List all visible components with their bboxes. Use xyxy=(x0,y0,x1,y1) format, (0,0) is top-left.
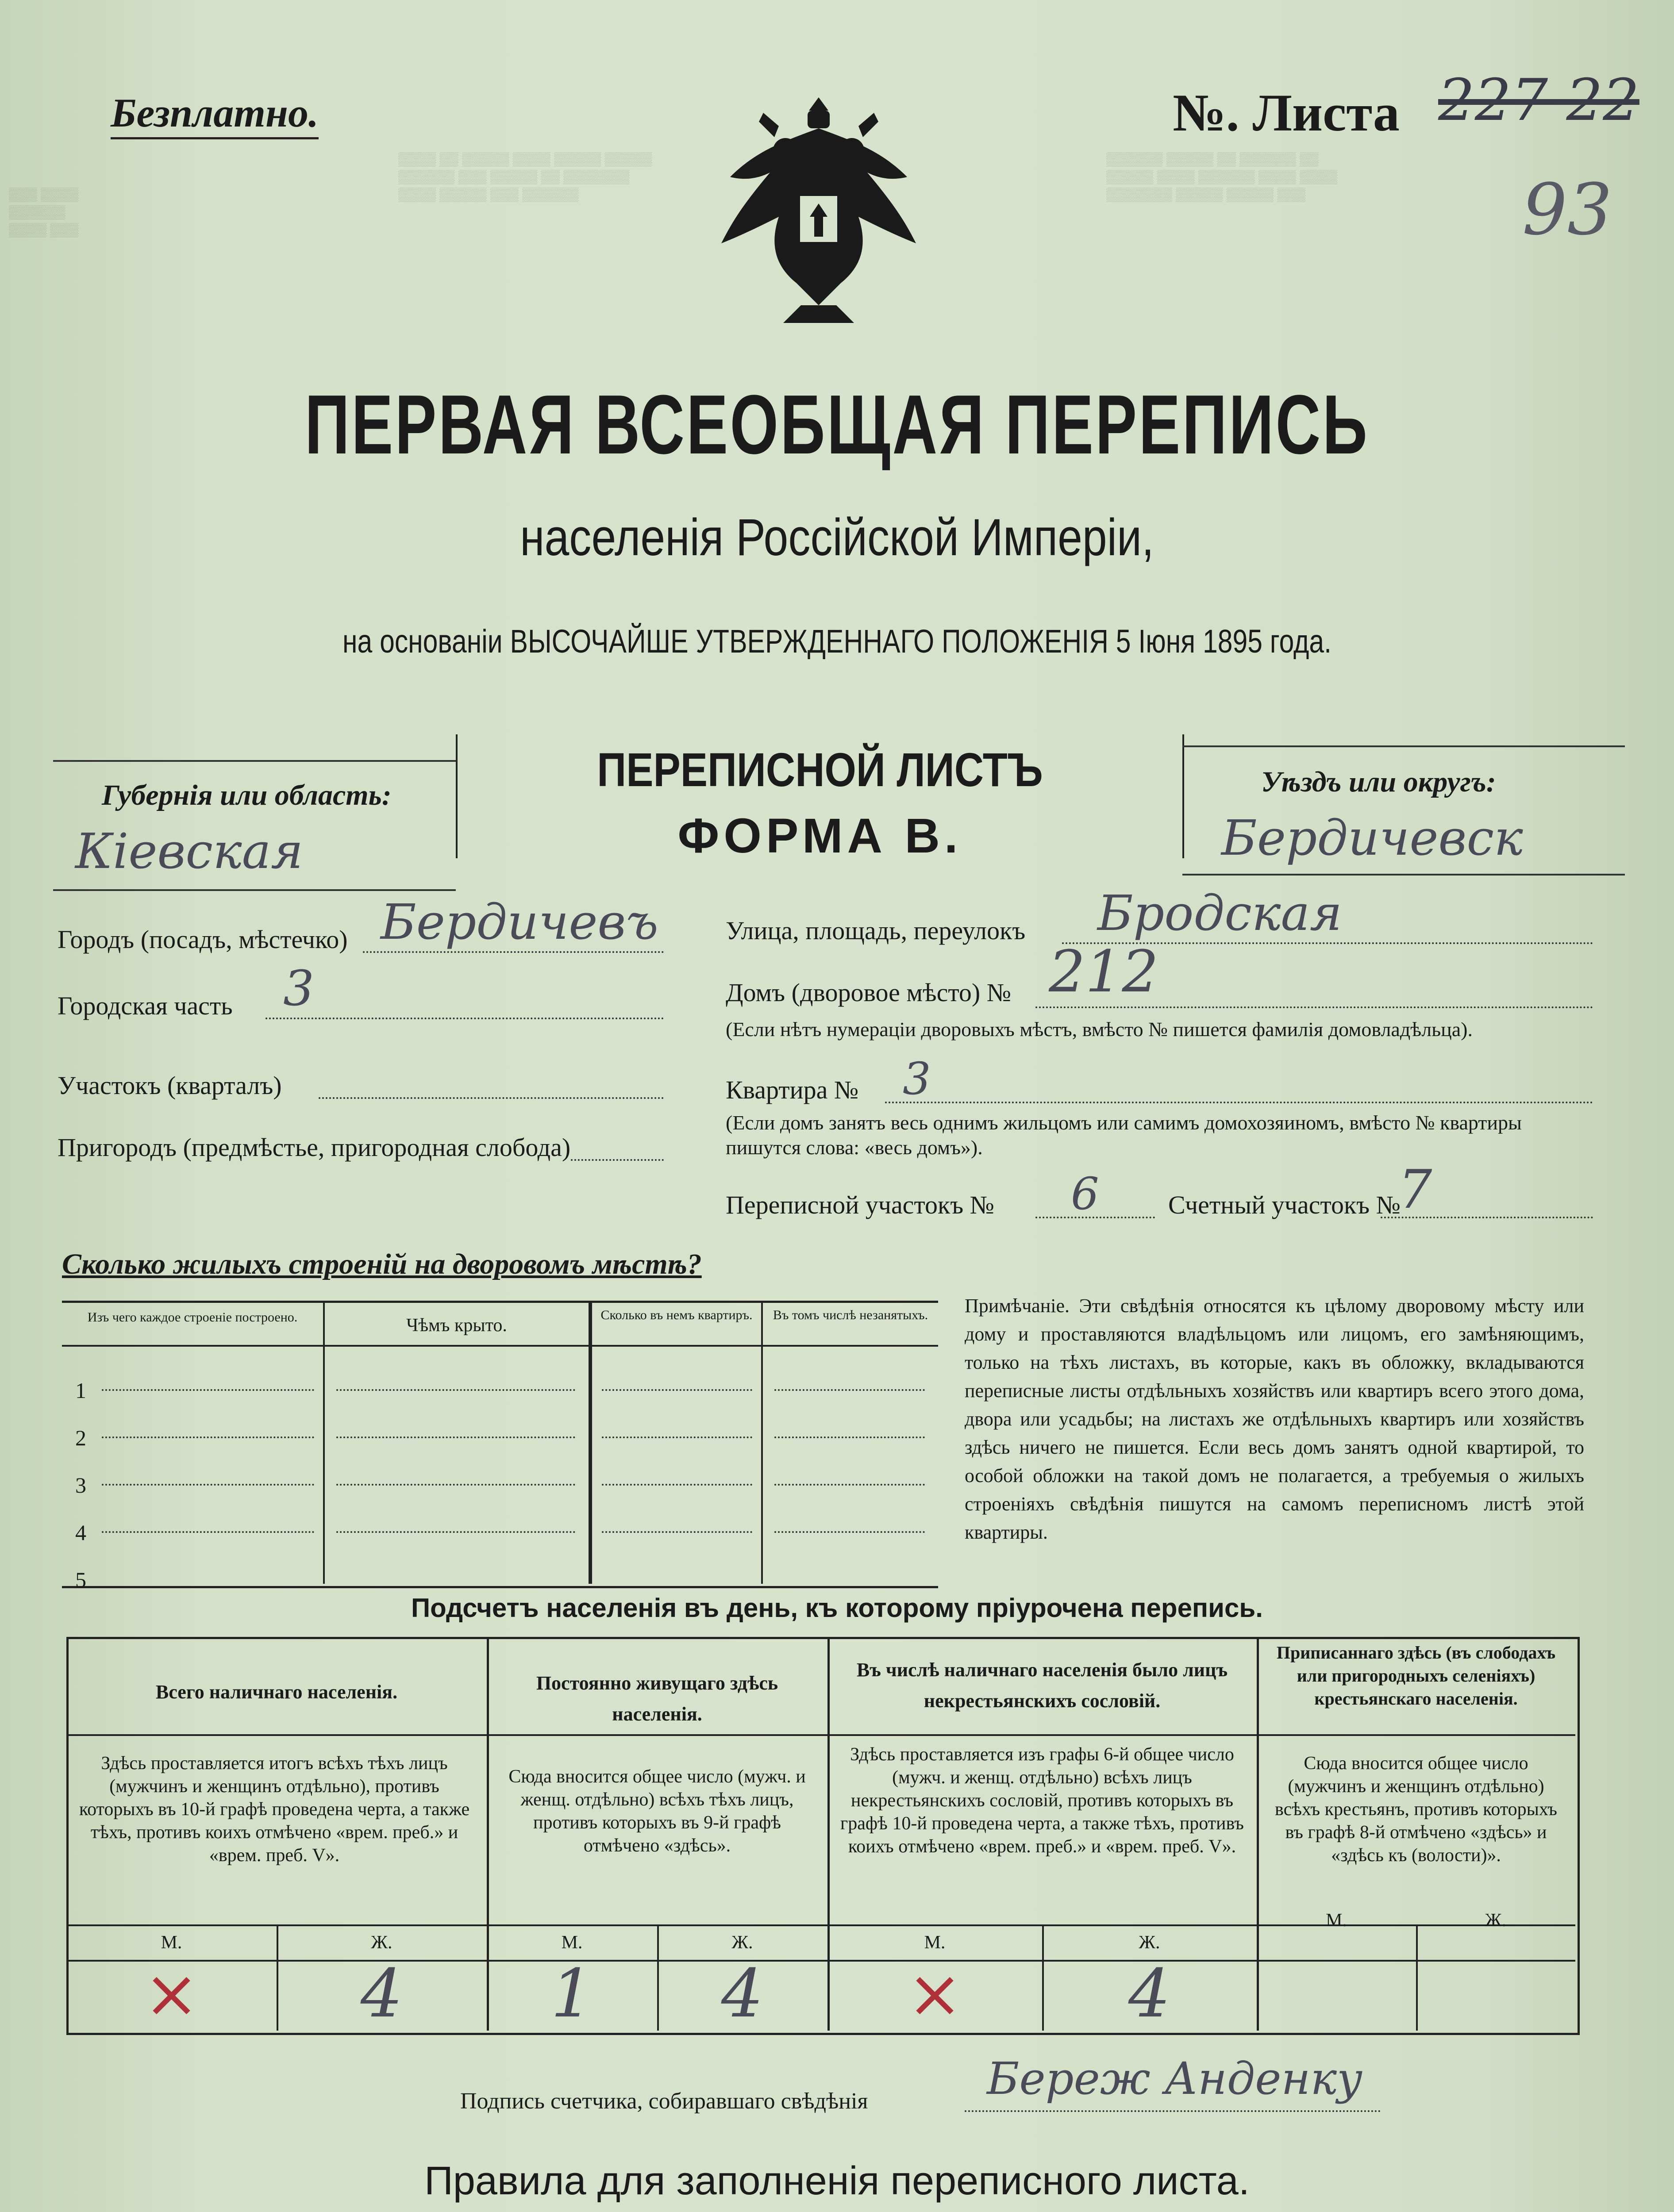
tally-col1-head: Всего наличнаго населенія. xyxy=(155,1681,398,1703)
tally-col3-text: Здѣсь проставляется изъ графы 6-й общее число (мужч. и женщ. отдѣльно) всѣхъ лицъ некрестьянскихъ сословій, противъ которыхъ въ графѣ 10-й проведена черта, а также тѣхъ, противъ коихъ отмѣчено «врем. преб.» и «врем. преб. V». xyxy=(840,1744,1244,1857)
bleed-through-left: ▒▒▒ ▒▒▒▒ ▒▒▒▒▒▒ ▒▒▒▒ ▒▒▒ xyxy=(9,187,79,237)
buildings-title: Сколько жилыхъ строеній на дворовомъ мѣстѣ? xyxy=(62,1248,702,1280)
tally-col1-m-label: М. xyxy=(161,1932,182,1953)
buildings-col-apartments: Сколько въ немъ квартиръ. xyxy=(600,1308,753,1322)
double-headed-eagle-emblem-icon xyxy=(695,84,943,332)
tally-col1-text: Здѣсь проставляется итогъ всѣхъ тѣхъ лицъ (мужчинъ и женщинъ отдѣльно), противъ которыхъ въ 10-й графѣ проведена черта, а также тѣхъ, противъ коихъ отмѣчено «врем. преб.» и «врем. преб. V». xyxy=(79,1753,470,1866)
free-label: Безплатно. xyxy=(111,88,319,139)
buildings-col-material: Изъ чего каждое строеніе построено. xyxy=(87,1310,298,1325)
buildings-note: Примѣчаніе. Эти свѣдѣнія относятся къ цѣлому дворовому мѣсту или дому и проставляются владѣльцомъ или лицомъ, его замѣняющимъ, только на тѣхъ листахъ, въ которые, какъ въ обложку, вкладываются переписные листы отдѣльныхъ хозяйствъ или квартиръ всего этого дома, двора или усадьбы; на листахъ же отдѣльныхъ квартиръ или хозяйствъ здѣсь ничего не пишется. Если весь домъ занятъ одной квартирой, то особой обложки на такой домъ не полагается, а требуемыя о жилыхъ строеніяхъ свѣдѣнія пишутся на самомъ переписномъ листѣ этой квартиры. xyxy=(965,1295,1584,1543)
uezd-label: Уѣздъ или округъ: xyxy=(1261,766,1496,798)
tally-col4-head: Приписаннаго здѣсь (въ слободахъ или пригородныхъ селеніяхъ) крестьянскаго населенія. xyxy=(1276,1643,1556,1709)
city-part-label: Городская часть xyxy=(58,991,233,1020)
street-label: Улица, площадь, переулокъ xyxy=(726,916,1026,945)
uchastok-label: Участокъ (кварталъ) xyxy=(58,1071,282,1100)
tally-col4-f-label: Ж. xyxy=(1485,1910,1507,1931)
signature-label: Подпись счетчика, собиравшаго свѣдѣнія xyxy=(460,2089,868,2114)
buildings-row-number: 4 xyxy=(75,1520,86,1545)
signature-value[interactable]: Береж Анденку xyxy=(987,2053,1363,2104)
tally-col1-f-value[interactable]: 4 xyxy=(360,1955,403,2032)
prigorod-label: Пригородъ (предмѣстье, пригородная слобода) xyxy=(58,1133,571,1162)
buildings-rows xyxy=(75,1367,86,1604)
legal-basis: на основаніи ВЫСОЧАЙШЕ УТВЕРЖДЕННАГО ПОЛОЖЕНІЯ 5 Іюня 1895 года. xyxy=(342,623,1332,660)
page-subtitle: населенія Россійской Имперіи, xyxy=(520,508,1154,567)
tally-col3-m-value[interactable]: × xyxy=(907,1955,963,2032)
sheet-number-label: №. Листа xyxy=(1173,83,1400,142)
buildings-row-number: 1 xyxy=(75,1378,86,1403)
gubernia-value[interactable]: Кіевская xyxy=(75,823,304,879)
apartment-value[interactable]: 3 xyxy=(903,1053,931,1105)
form-label: ФОРМА В. xyxy=(677,809,962,863)
buildings-table xyxy=(62,1301,938,1588)
apartment-note: (Если домъ занятъ весь однимъ жильцомъ или самимъ домохозяиномъ, вмѣсто № квартиры пишутся слова: «весь домъ»). xyxy=(726,1111,1522,1159)
count-district-label: Счетный участокъ № xyxy=(1168,1190,1401,1219)
city-part-value[interactable]: 3 xyxy=(283,960,314,1017)
buildings-col-roof: Чѣмъ крыто. xyxy=(406,1315,507,1336)
form-name: ПЕРЕПИСНОЙ ЛИСТЪ xyxy=(597,743,1043,796)
page-title: ПЕРВАЯ ВСЕОБЩАЯ ПЕРЕПИСЬ xyxy=(304,378,1370,472)
tally-col3-f-value[interactable]: 4 xyxy=(1128,1955,1171,2032)
tally-col4-text: Сюда вносится общее число (мужчинъ и женщинъ отдѣльно) всѣхъ крестьянъ, противъ которыхъ въ графѣ 8-й отмѣчено «здѣсь» и «здѣсь къ (волости)». xyxy=(1274,1753,1558,1866)
city-label: Городъ (посадъ, мѣстечко) xyxy=(58,925,348,954)
tally-col2-text: Сюда вносится общее число (мужч. и женщ. отдѣльно) всѣхъ тѣхъ лицъ, противъ которыхъ въ 9-й графѣ отмѣчено «здѣсь». xyxy=(508,1767,806,1856)
tally-col1-f-label: Ж. xyxy=(371,1932,393,1953)
count-district-value[interactable]: 7 xyxy=(1398,1159,1432,1221)
buildings-row-number: 2 xyxy=(75,1425,86,1450)
sheet-number-crossed: 227 22 xyxy=(1438,66,1639,134)
tally-col2-f-label: Ж. xyxy=(731,1932,753,1953)
tally-col2-f-value[interactable]: 4 xyxy=(721,1955,764,2032)
tally-col3-f-label: Ж. xyxy=(1139,1932,1160,1953)
uezd-value[interactable]: Бердичевск xyxy=(1221,810,1523,866)
census-district-label: Переписной участокъ № xyxy=(726,1190,995,1219)
tally-title: Подсчетъ населенія въ день, къ которому пріурочена перепись. xyxy=(411,1593,1263,1623)
census-district-value[interactable]: 6 xyxy=(1071,1168,1099,1220)
street-value[interactable]: Бродская xyxy=(1097,885,1342,941)
house-value[interactable]: 212 xyxy=(1049,938,1159,1005)
apartment-label: Квартира № xyxy=(726,1075,859,1104)
gubernia-label: Губернія или область: xyxy=(102,779,392,811)
bleed-through-mid: ▒▒▒▒ ▒▒ ▒▒▒▒▒ ▒▒▒▒ ▒▒▒▒▒ ▒▒▒▒▒ ▒▒▒▒▒▒ ▒▒▒ ▒▒▒▒▒ ▒▒ ▒▒▒▒▒▒▒ ▒▒▒▒ ▒▒▒▒▒ ▒▒▒ ▒▒▒▒▒▒ xyxy=(398,152,652,202)
tally-col2-m-value[interactable]: 1 xyxy=(550,1955,593,2032)
buildings-row-number: 3 xyxy=(75,1473,86,1498)
bleed-through-right: ▒▒▒▒▒▒ ▒▒▒▒▒ ▒▒ ▒▒▒▒▒▒ ▒▒ ▒▒▒▒▒ ▒▒▒▒ ▒▒▒▒▒▒ ▒▒▒▒ ▒▒▒▒ ▒▒▒▒▒▒▒ ▒▒▒▒▒ ▒▒▒▒▒ ▒▒▒ xyxy=(1106,152,1338,202)
tally-col3-head: Въ числѣ наличнаго населенія было лицъ некрестьянскихъ сословій. xyxy=(856,1659,1228,1712)
house-label: Домъ (дворовое мѣсто) № xyxy=(726,978,1012,1007)
tally-col2-head: Постоянно живущаго здѣсь населенія. xyxy=(536,1672,778,1725)
tally-col3-m-label: М. xyxy=(924,1932,946,1953)
buildings-col-vacant: Въ томъ числѣ незанятыхъ. xyxy=(773,1308,928,1322)
buildings-row-number: 5 xyxy=(75,1567,86,1592)
rules-title: Правила для заполненія переписного листа. xyxy=(424,2159,1250,2203)
house-note: (Если нѣтъ нумераціи дворовыхъ мѣстъ, вмѣсто № пишется фамилія домовладѣльца). xyxy=(726,1018,1473,1041)
tally-col1-m-value[interactable]: × xyxy=(143,1955,200,2032)
tally-col4-m-label: М. xyxy=(1326,1910,1347,1931)
sheet-number-value: 93 xyxy=(1522,168,1612,251)
tally-col2-m-label: М. xyxy=(561,1932,583,1953)
city-value[interactable]: Бердичевъ xyxy=(381,894,658,950)
